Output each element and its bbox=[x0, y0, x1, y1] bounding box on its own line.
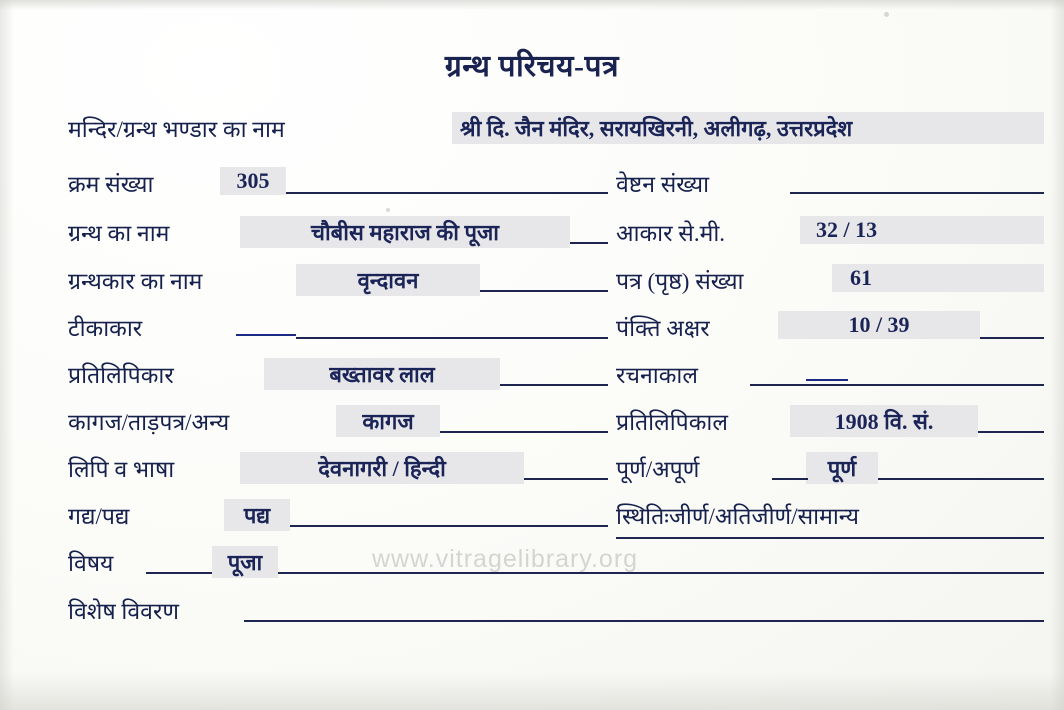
value-granthkar-naam[interactable]: वृन्दावन bbox=[296, 264, 480, 296]
value-vishay[interactable]: पूजा bbox=[212, 546, 278, 578]
label-veshtan-sankhya: वेष्टन संख्या bbox=[616, 172, 710, 197]
value-granth-naam[interactable]: चौबीस महाराज की पूजा bbox=[240, 216, 570, 248]
rule-pratilipikar bbox=[500, 384, 608, 386]
rule-granthkar-naam bbox=[480, 290, 608, 292]
underline-tikakar bbox=[236, 334, 296, 336]
value-kagaj[interactable]: कागज bbox=[336, 405, 440, 437]
label-granth-naam: ग्रन्थ का नाम bbox=[68, 221, 170, 246]
paper-speck bbox=[884, 12, 889, 17]
rule-sthiti bbox=[616, 537, 1044, 539]
value-aakar[interactable]: 32 / 13 bbox=[800, 216, 1044, 244]
label-pratilipikar: प्रतिलिपिकार bbox=[68, 363, 174, 388]
value-gadya-padya[interactable]: पद्य bbox=[224, 499, 290, 531]
label-lipi-bhasha: लिपि व भाषा bbox=[68, 457, 175, 482]
value-pratilipikaal[interactable]: 1908 वि. सं. bbox=[790, 405, 978, 437]
rule-vishay-left bbox=[146, 572, 212, 574]
label-kram-sankhya: क्रम संख्या bbox=[68, 172, 154, 197]
rule-pankti-akshar bbox=[980, 337, 1044, 339]
label-sthiti: स्थितिःजीर्ण/अतिजीर्ण/सामान्य bbox=[616, 504, 859, 529]
underline-rachanakaal bbox=[806, 379, 848, 381]
label-patra-sankhya: पत्र (पृष्ठ) संख्या bbox=[616, 269, 744, 294]
paper-edge-left bbox=[0, 0, 14, 710]
rule-tikakar bbox=[296, 337, 608, 339]
rule-pratilipikaal bbox=[978, 431, 1044, 433]
value-purna-apurna[interactable]: पूर्ण bbox=[806, 452, 878, 484]
value-lipi-bhasha[interactable]: देवनागरी / हिन्दी bbox=[240, 452, 524, 484]
rule-purna-right bbox=[878, 478, 1044, 480]
label-gadya-padya: गद्य/पद्य bbox=[68, 504, 130, 529]
rule-kagaj bbox=[440, 431, 608, 433]
rule-granth-naam bbox=[570, 242, 608, 244]
label-kagaj: कागज/ताड़पत्र/अन्य bbox=[68, 410, 230, 435]
rule-rachanakaal bbox=[750, 384, 1044, 386]
value-temple-name[interactable]: श्री दि. जैन मंदिर, सरायखिरनी, अलीगढ़, उत्तरप्रदेश bbox=[452, 112, 1044, 144]
label-pankti-akshar: पंक्ति अक्षर bbox=[616, 316, 710, 341]
label-aakar: आकार से.मी. bbox=[616, 221, 726, 246]
value-patra-sankhya[interactable]: 61 bbox=[832, 264, 1044, 292]
label-rachanakaal: रचनाकाल bbox=[616, 363, 698, 388]
value-pankti-akshar[interactable]: 10 / 39 bbox=[778, 311, 980, 339]
label-vishay: विषय bbox=[68, 551, 114, 576]
paper-edge-top bbox=[0, 0, 1064, 10]
rule-vishesh-vivaran bbox=[244, 620, 1044, 622]
rule-gadya-padya bbox=[290, 525, 608, 527]
paper-edge-right bbox=[1050, 0, 1064, 710]
watermark-text: www.vitragelibrary.org bbox=[372, 545, 639, 573]
rule-purna-left bbox=[772, 478, 808, 480]
label-pratilipikaal: प्रतिलिपिकाल bbox=[616, 410, 728, 435]
rule-vishay-right bbox=[278, 572, 1044, 574]
value-kram-sankhya[interactable]: 305 bbox=[220, 167, 286, 195]
label-purna-apurna: पूर्ण/अपूर्ण bbox=[616, 457, 700, 482]
rule-veshtan-sankhya bbox=[790, 192, 1044, 194]
rule-kram-sankhya bbox=[286, 192, 608, 194]
value-pratilipikar[interactable]: बख्तावर लाल bbox=[264, 358, 500, 390]
rule-lipi-bhasha bbox=[524, 478, 608, 480]
label-tikakar: टीकाकार bbox=[68, 316, 143, 341]
paper-edge-bottom bbox=[0, 672, 1064, 710]
label-granthkar-naam: ग्रन्थकार का नाम bbox=[68, 269, 203, 294]
paper-speck bbox=[386, 208, 390, 212]
page-title: ग्रन्थ परिचय-पत्र bbox=[444, 50, 620, 83]
label-vishesh-vivaran: विशेष विवरण bbox=[68, 599, 179, 624]
label-temple-name: मन्दिर/ग्रन्थ भण्डार का नाम bbox=[68, 117, 285, 142]
